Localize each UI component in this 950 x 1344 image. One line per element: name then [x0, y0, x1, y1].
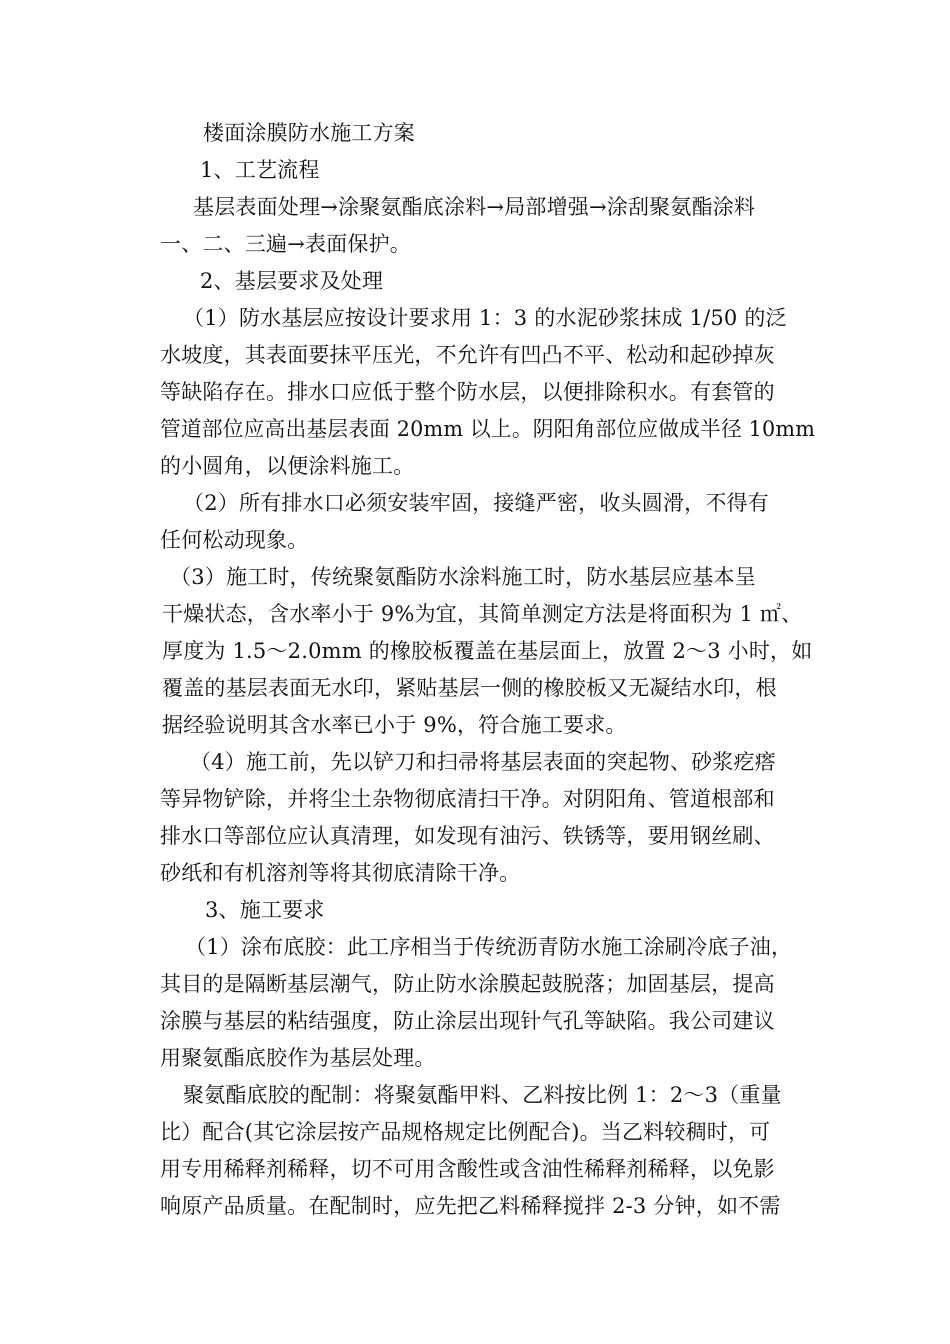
text-line: 2、基层要求及处理	[200, 269, 384, 293]
text-line: 用专用稀释剂稀释，切不可用含酸性或含油性稀释剂稀释，以免影	[160, 1157, 775, 1181]
text-line: 一、二、三遍→表面保护。	[160, 232, 411, 256]
text-line: 基层表面处理→涂聚氨酯底涂料→局部增强→涂刮聚氨酯涂料	[193, 195, 756, 219]
text-line: 干燥状态，含水率小于 9%为宜，其简单测定方法是将面积为 1 ㎡、	[162, 602, 803, 626]
text-line: 的小圆角，以便涂料施工。	[160, 454, 415, 478]
text-line: （2）所有排水口必须安装牢固，接缝严密，收头圆滑，不得有	[183, 491, 769, 515]
text-line: 其目的是隔断基层潮气，防止防水涂膜起鼓脱落；加固基层，提高	[160, 972, 775, 996]
text-line: （1）涂布底胶：此工序相当于传统沥青防水施工涂刷冷底子油，	[185, 935, 793, 959]
text-line: 响原产品质量。在配制时，应先把乙料稀释搅拌 2-3 分钟，如不需	[160, 1194, 781, 1218]
text-line: （3）施工时，传统聚氨酯防水涂料施工时，防水基层应基本呈	[170, 565, 756, 589]
text-line: 覆盖的基层表面无水印，紧贴基层一侧的橡胶板又无凝结水印，根	[162, 676, 777, 700]
document-title: 楼面涂膜防水施工方案	[203, 121, 415, 145]
text-line: 3、施工要求	[205, 898, 325, 922]
text-line: 比）配合(其它涂层按产品规格规定比例配合)。当乙料较稠时，可	[160, 1120, 771, 1144]
text-line: 等异物铲除，并将尘土杂物彻底清扫干净。对阴阳角、管道根部和	[160, 787, 775, 811]
text-line: 水坡度，其表面要抹平压光，不允许有凹凸不平、松动和起砂掉灰	[160, 343, 775, 367]
text-line: 任何松动现象。	[160, 528, 309, 552]
text-line: （4）施工前，先以铲刀和扫帚将基层表面的突起物、砂浆疙瘩	[190, 750, 776, 774]
text-line: 用聚氨酯底胶作为基层处理。	[160, 1046, 436, 1070]
text-line: 等缺陷存在。排水口应低于整个防水层，以便排除积水。有套管的	[160, 380, 775, 404]
text-line: （1）防水基层应按设计要求用 1：3 的水泥砂浆抹成 1/50 的泛	[183, 306, 787, 330]
text-line: 聚氨酯底胶的配制：将聚氨酯甲料、乙料按比例 1：2～3（重量	[183, 1083, 782, 1107]
text-line: 砂纸和有机溶剂等将其彻底清除干净。	[160, 861, 521, 885]
text-line: 厚度为 1.5～2.0mm 的橡胶板覆盖在基层面上，放置 2～3 小时，如	[162, 639, 813, 663]
text-line: 涂膜与基层的粘结强度，防止涂层出现针气孔等缺陷。我公司建议	[160, 1009, 775, 1033]
text-line: 据经验说明其含水率已小于 9%，符合施工要求。	[162, 713, 627, 737]
text-line: 排水口等部位应认真清理，如发现有油污、铁锈等，要用钢丝刷、	[160, 824, 775, 848]
text-line: 1、工艺流程	[200, 158, 320, 182]
text-line: 管道部位应高出基层表面 20mm 以上。阴阳角部位应做成半径 10mm	[160, 417, 816, 441]
